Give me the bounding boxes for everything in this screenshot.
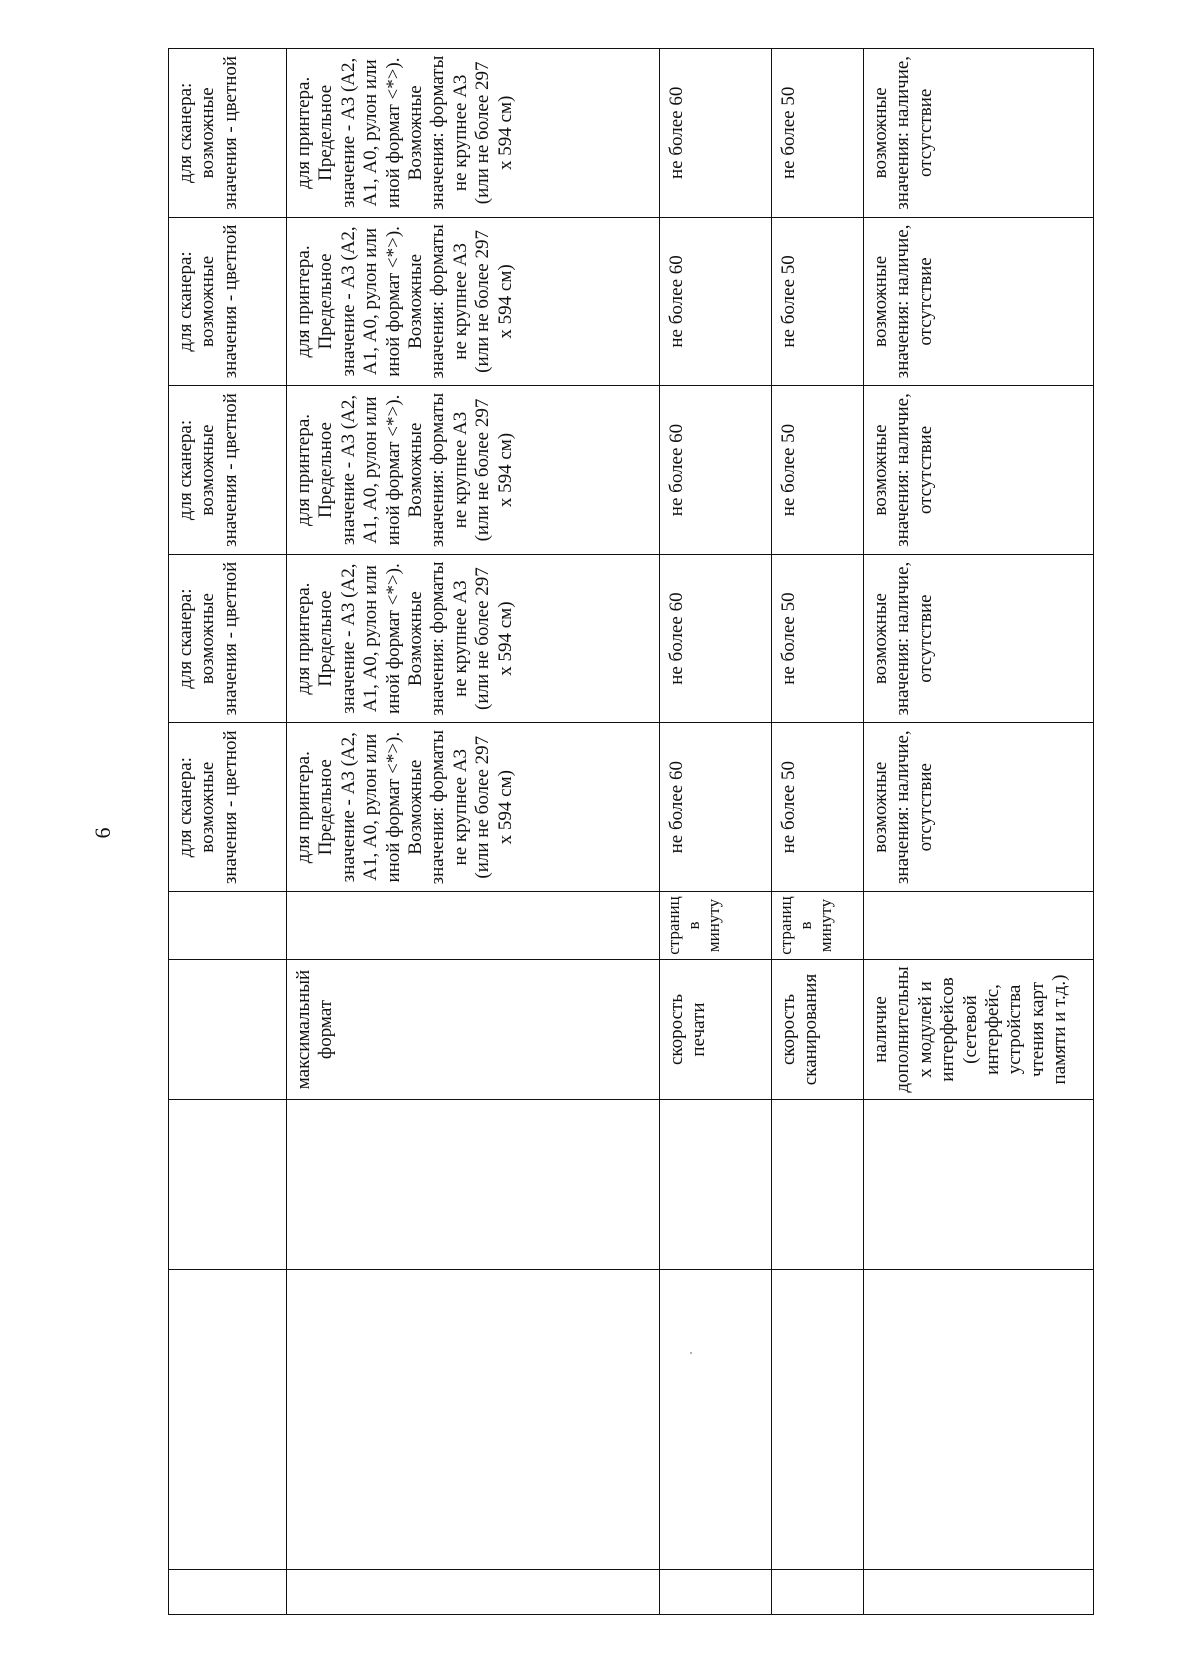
table-cell [772,1100,864,1270]
value-cell: не более 50 [772,554,864,723]
table-cell [772,1570,864,1615]
value-cell: для сканера: возможные значения - цветной [169,386,287,555]
value-cell: не более 50 [772,217,864,386]
value-cell: для принтера. Предельное значение - А3 (А2, А1, А0, рулон или иной формат <*>). Возможные значения: форматы не крупнее А3 (или не более 297 х 594 см) [287,386,660,555]
value-cell: для принтера. Предельное значение - А3 (А2, А1, А0, рулон или иной формат <*>). Возможные значения: форматы не крупнее А3 (или не более 297 х 594 см) [287,723,660,892]
value-cell: для сканера: возможные значения - цветной [169,554,287,723]
table-row [772,49,864,1615]
table-cell [864,1270,1094,1570]
table-row [287,49,660,1615]
value-cell: не более 60 [660,386,772,555]
table-cell [287,1270,660,1570]
table-row [169,49,287,1615]
characteristics-table [168,48,1094,1615]
table-cell [864,1570,1094,1615]
value-cell: не более 50 [772,49,864,218]
table-cell [660,1570,772,1615]
unit-cell [864,892,1094,960]
unit-cell [169,892,287,960]
value-cell: возможные значения: наличие, отсутствие [864,723,1094,892]
table-cell [169,1100,287,1270]
value-cell: не более 50 [772,386,864,555]
value-cell: возможные значения: наличие, отсутствие [864,554,1094,723]
unit-cell: страниц в минуту [660,892,772,960]
characteristic-name: скорость печати [660,960,772,1100]
page-number: 6 [90,827,115,839]
characteristic-name [169,960,287,1100]
table-row [864,49,1094,1615]
unit-cell [287,892,660,960]
value-cell: не более 50 [772,723,864,892]
table-cell [864,1100,1094,1270]
table-cell [660,1100,772,1270]
table-cell [169,1270,287,1570]
value-cell: не более 60 [660,723,772,892]
table-cell [169,1570,287,1615]
table-cell [660,1270,772,1570]
value-cell: для принтера. Предельное значение - А3 (А2, А1, А0, рулон или иной формат <*>). Возможные значения: форматы не крупнее А3 (или не более 297 х 594 см) [287,49,660,218]
characteristic-name: скорость сканирования [772,960,864,1100]
rotated-table-container [168,49,1093,1615]
value-cell: не более 60 [660,217,772,386]
value-cell: возможные значения: наличие, отсутствие [864,217,1094,386]
value-cell: возможные значения: наличие, отсутствие [864,49,1094,218]
value-cell: для принтера. Предельное значение - А3 (А2, А1, А0, рулон или иной формат <*>). Возможные значения: форматы не крупнее А3 (или не более 297 х 594 см) [287,554,660,723]
characteristic-name: максимальный формат [287,960,660,1100]
table-cell [287,1570,660,1615]
value-cell: не более 60 [660,49,772,218]
table-cell [772,1270,864,1570]
value-cell: не более 60 [660,554,772,723]
value-cell: для принтера. Предельное значение - А3 (А2, А1, А0, рулон или иной формат <*>). Возможные значения: форматы не крупнее А3 (или не более 297 х 594 см) [287,217,660,386]
table-row [660,49,772,1615]
characteristic-name: наличие дополнительных модулей и интерфейсов (сетевой интерфейс, устройства чтения карт памяти и т.д.) [864,960,1094,1100]
unit-cell: страниц в минуту [772,892,864,960]
table-cell [287,1100,660,1270]
value-cell: для сканера: возможные значения - цветной [169,217,287,386]
value-cell: для сканера: возможные значения - цветной [169,49,287,218]
value-cell: для сканера: возможные значения - цветной [169,723,287,892]
value-cell: возможные значения: наличие, отсутствие [864,386,1094,555]
